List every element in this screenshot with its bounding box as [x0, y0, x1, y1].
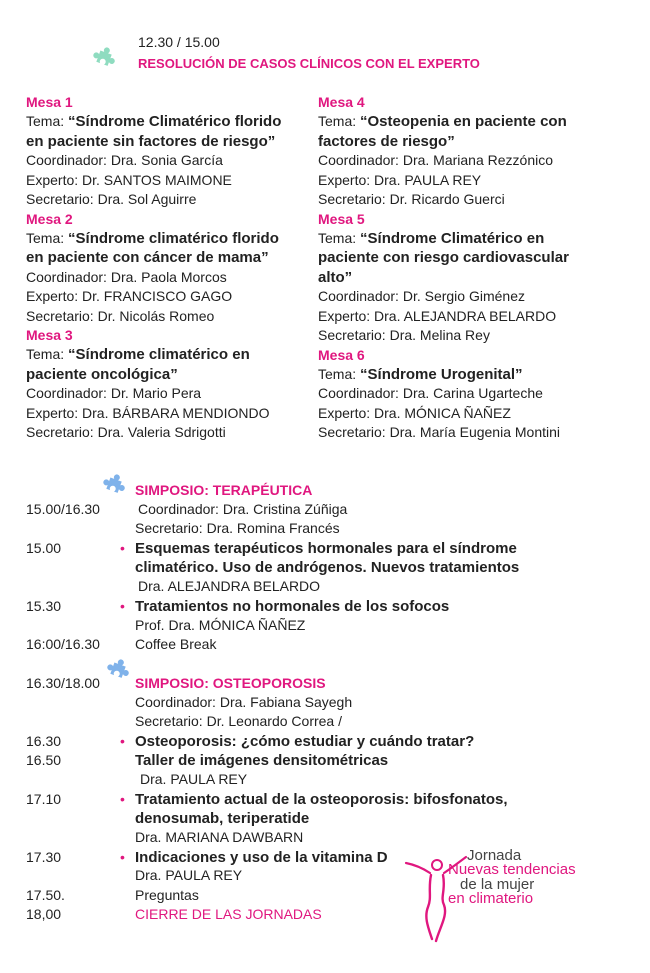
bullet-icon: • [120, 733, 125, 749]
time: 16:00/16.30 [26, 636, 100, 652]
mesa-title: Mesa 6 [318, 346, 365, 363]
coordinador: Coordinador: Dra. Mariana Rezzónico [318, 152, 553, 168]
schedule-row [0, 597, 650, 616]
mesa-title: Mesa 2 [26, 210, 73, 227]
tema-text: “Síndrome Climatérico florido [68, 113, 282, 130]
schedule-row [0, 809, 650, 828]
experto: Experto: Dra. ALEJANDRA BELARDO [318, 307, 557, 324]
coordinador: Coordinador: Dr. Sergio Giménez [318, 288, 525, 304]
puzzle-piece-icon [98, 473, 128, 503]
bullet-icon: • [120, 540, 125, 556]
time: 17.30 [26, 849, 62, 865]
time: 15.30 [26, 598, 62, 614]
simposio-title: SIMPOSIO: TERAPÉUTICA [135, 482, 313, 498]
tema-text: en paciente con cáncer de mama” [26, 249, 269, 266]
mesa-title: Mesa 4 [318, 94, 365, 110]
tema-label: Tema: [26, 113, 65, 129]
talk-title: Indicaciones y uso de la vitamina D [135, 849, 388, 866]
schedule-row [0, 616, 650, 635]
mesa-2 [26, 210, 326, 327]
mesa-4 [318, 93, 618, 210]
tema-label: Tema: [318, 113, 357, 129]
talk-title: Tratamiento actual de la osteoporosis: bifosfonatos, [135, 791, 508, 808]
logo-line-1: Jornada [467, 847, 522, 864]
schedule-row [0, 770, 650, 789]
cierre: CIERRE DE LAS JORNADAS [135, 906, 322, 922]
preguntas: Preguntas [135, 887, 199, 903]
time: 16.30/18.00 [26, 675, 100, 691]
tema-text: alto” [318, 268, 353, 286]
time: 16.30 [26, 733, 62, 749]
tema-text: en paciente sin factores de riesgo” [26, 132, 276, 150]
schedule-row [0, 635, 650, 654]
header-title: RESOLUCIÓN DE CASOS CLÍNICOS CON EL EXPERTO [138, 56, 480, 71]
time: 17.50. [26, 887, 65, 903]
simposio-title: SIMPOSIO: OSTEOPOROSIS [135, 675, 326, 691]
logo-line-2: Nuevas tendencias [448, 861, 576, 878]
schedule-row [0, 500, 650, 519]
coordinador: Coordinador: Dra. Sonia García [26, 152, 223, 168]
speaker: Dra. PAULA REY [140, 771, 248, 787]
speaker: Dra. MARIANA DAWBARN [135, 829, 304, 845]
logo-line-4: en climaterio [448, 890, 534, 907]
schedule-row [0, 674, 650, 693]
schedule-row [0, 732, 650, 751]
experto: Experto: Dra. BÁRBARA MENDIONDO [26, 404, 270, 421]
jornada-logo [398, 835, 638, 945]
tema-text: factores de riesgo” [318, 132, 455, 150]
time: 18,00 [26, 906, 62, 922]
secretario: Secretario: Dra. María Eugenia Montini [318, 424, 560, 440]
schedule-row [0, 712, 650, 731]
time: 16.50 [26, 752, 62, 768]
schedule-row [0, 577, 650, 596]
schedule-row [0, 519, 650, 538]
mesa-title: Mesa 5 [318, 210, 365, 227]
secretario: Secretario: Dr. Leonardo Correa / [135, 713, 342, 729]
experto: Experto: Dra. MÓNICA ÑAÑEZ [318, 404, 511, 421]
secretario: Secretario: Dra. Melina Rey [318, 327, 490, 343]
talk-title: Tratamientos no hormonales de los sofocos [135, 598, 450, 615]
mesas-right-column [318, 93, 618, 443]
tema-text: “Osteopenia en paciente con [360, 113, 567, 130]
mesa-title: Mesa 3 [26, 327, 73, 343]
bullet-icon: • [120, 791, 125, 807]
header-time: 12.30 / 15.00 [138, 34, 220, 50]
bullet-icon: • [120, 849, 125, 865]
talk-title: Taller de imágenes densitométricas [135, 752, 389, 769]
secretario: Secretario: Dra. Sol Aguirre [26, 191, 197, 207]
bullet-icon: • [120, 598, 125, 614]
mesa-1 [26, 93, 326, 210]
coordinador: Coordinador: Dra. Cristina Zúñiga [138, 501, 348, 517]
tema-text: paciente oncológica” [26, 365, 178, 383]
schedule-row [0, 558, 650, 577]
secretario: Secretario: Dr. Ricardo Guerci [318, 191, 505, 207]
coordinador: Coordinador: Dra. Paola Morcos [26, 268, 227, 285]
secretario: Secretario: Dra. Romina Francés [135, 520, 340, 536]
coffee-break: Coffee Break [135, 636, 217, 652]
tema-text: “Síndrome climatérico en [68, 346, 250, 363]
experto: Experto: Dr. FRANCISCO GAGO [26, 288, 233, 304]
tema-text: paciente con riesgo cardiovascular [318, 249, 569, 266]
mesa-6 [318, 346, 618, 443]
tema-label: Tema: [318, 229, 357, 246]
secretario: Secretario: Dr. Nicolás Romeo [26, 307, 215, 324]
experto: Experto: Dra. PAULA REY [318, 171, 482, 188]
time: 17.10 [26, 791, 62, 807]
speaker: Dra. PAULA REY [135, 867, 243, 883]
talk-title: Esquemas terapéuticos hormonales para el síndrome [135, 540, 517, 557]
secretario: Secretario: Dra. Valeria Sdrigotti [26, 424, 226, 440]
talk-title: denosumab, teriperatide [135, 810, 310, 827]
tema-text: “Síndrome Climatérico en [360, 229, 545, 247]
speaker: Prof. Dra. MÓNICA ÑAÑEZ [135, 617, 306, 633]
logo-line-3: de la mujer [460, 876, 535, 893]
schedule-row [0, 790, 650, 809]
mesas-left-column [26, 93, 326, 443]
time: 15.00/16.30 [26, 501, 100, 517]
mesa-title: Mesa 1 [26, 94, 73, 110]
tema-label: Tema: [26, 229, 65, 246]
tema-text: “Síndrome climatérico florido [68, 229, 279, 247]
speaker: Dra. ALEJANDRA BELARDO [138, 578, 321, 594]
mesa-5 [318, 210, 618, 346]
time: 15.00 [26, 540, 62, 556]
coordinador: Coordinador: Dra. Carina Ugarteche [318, 385, 543, 401]
schedule-row [0, 693, 650, 712]
experto: Experto: Dr. SANTOS MAIMONE [26, 171, 232, 188]
schedule-row [0, 751, 650, 770]
talk-title: Osteoporosis: ¿cómo estudiar y cuándo tratar? [135, 733, 475, 750]
tema-text: “Síndrome Urogenital” [360, 365, 523, 383]
coordinador: Coordinador: Dr. Mario Pera [26, 385, 202, 401]
talk-title: climatérico. Uso de andrógenos. Nuevos tratamientos [135, 559, 520, 576]
tema-label: Tema: [318, 365, 357, 382]
mesa-3 [26, 326, 326, 443]
coordinador: Coordinador: Dra. Fabiana Sayegh [135, 694, 353, 710]
tema-label: Tema: [26, 346, 65, 362]
puzzle-piece-icon [88, 46, 118, 76]
schedule-row [0, 539, 650, 558]
